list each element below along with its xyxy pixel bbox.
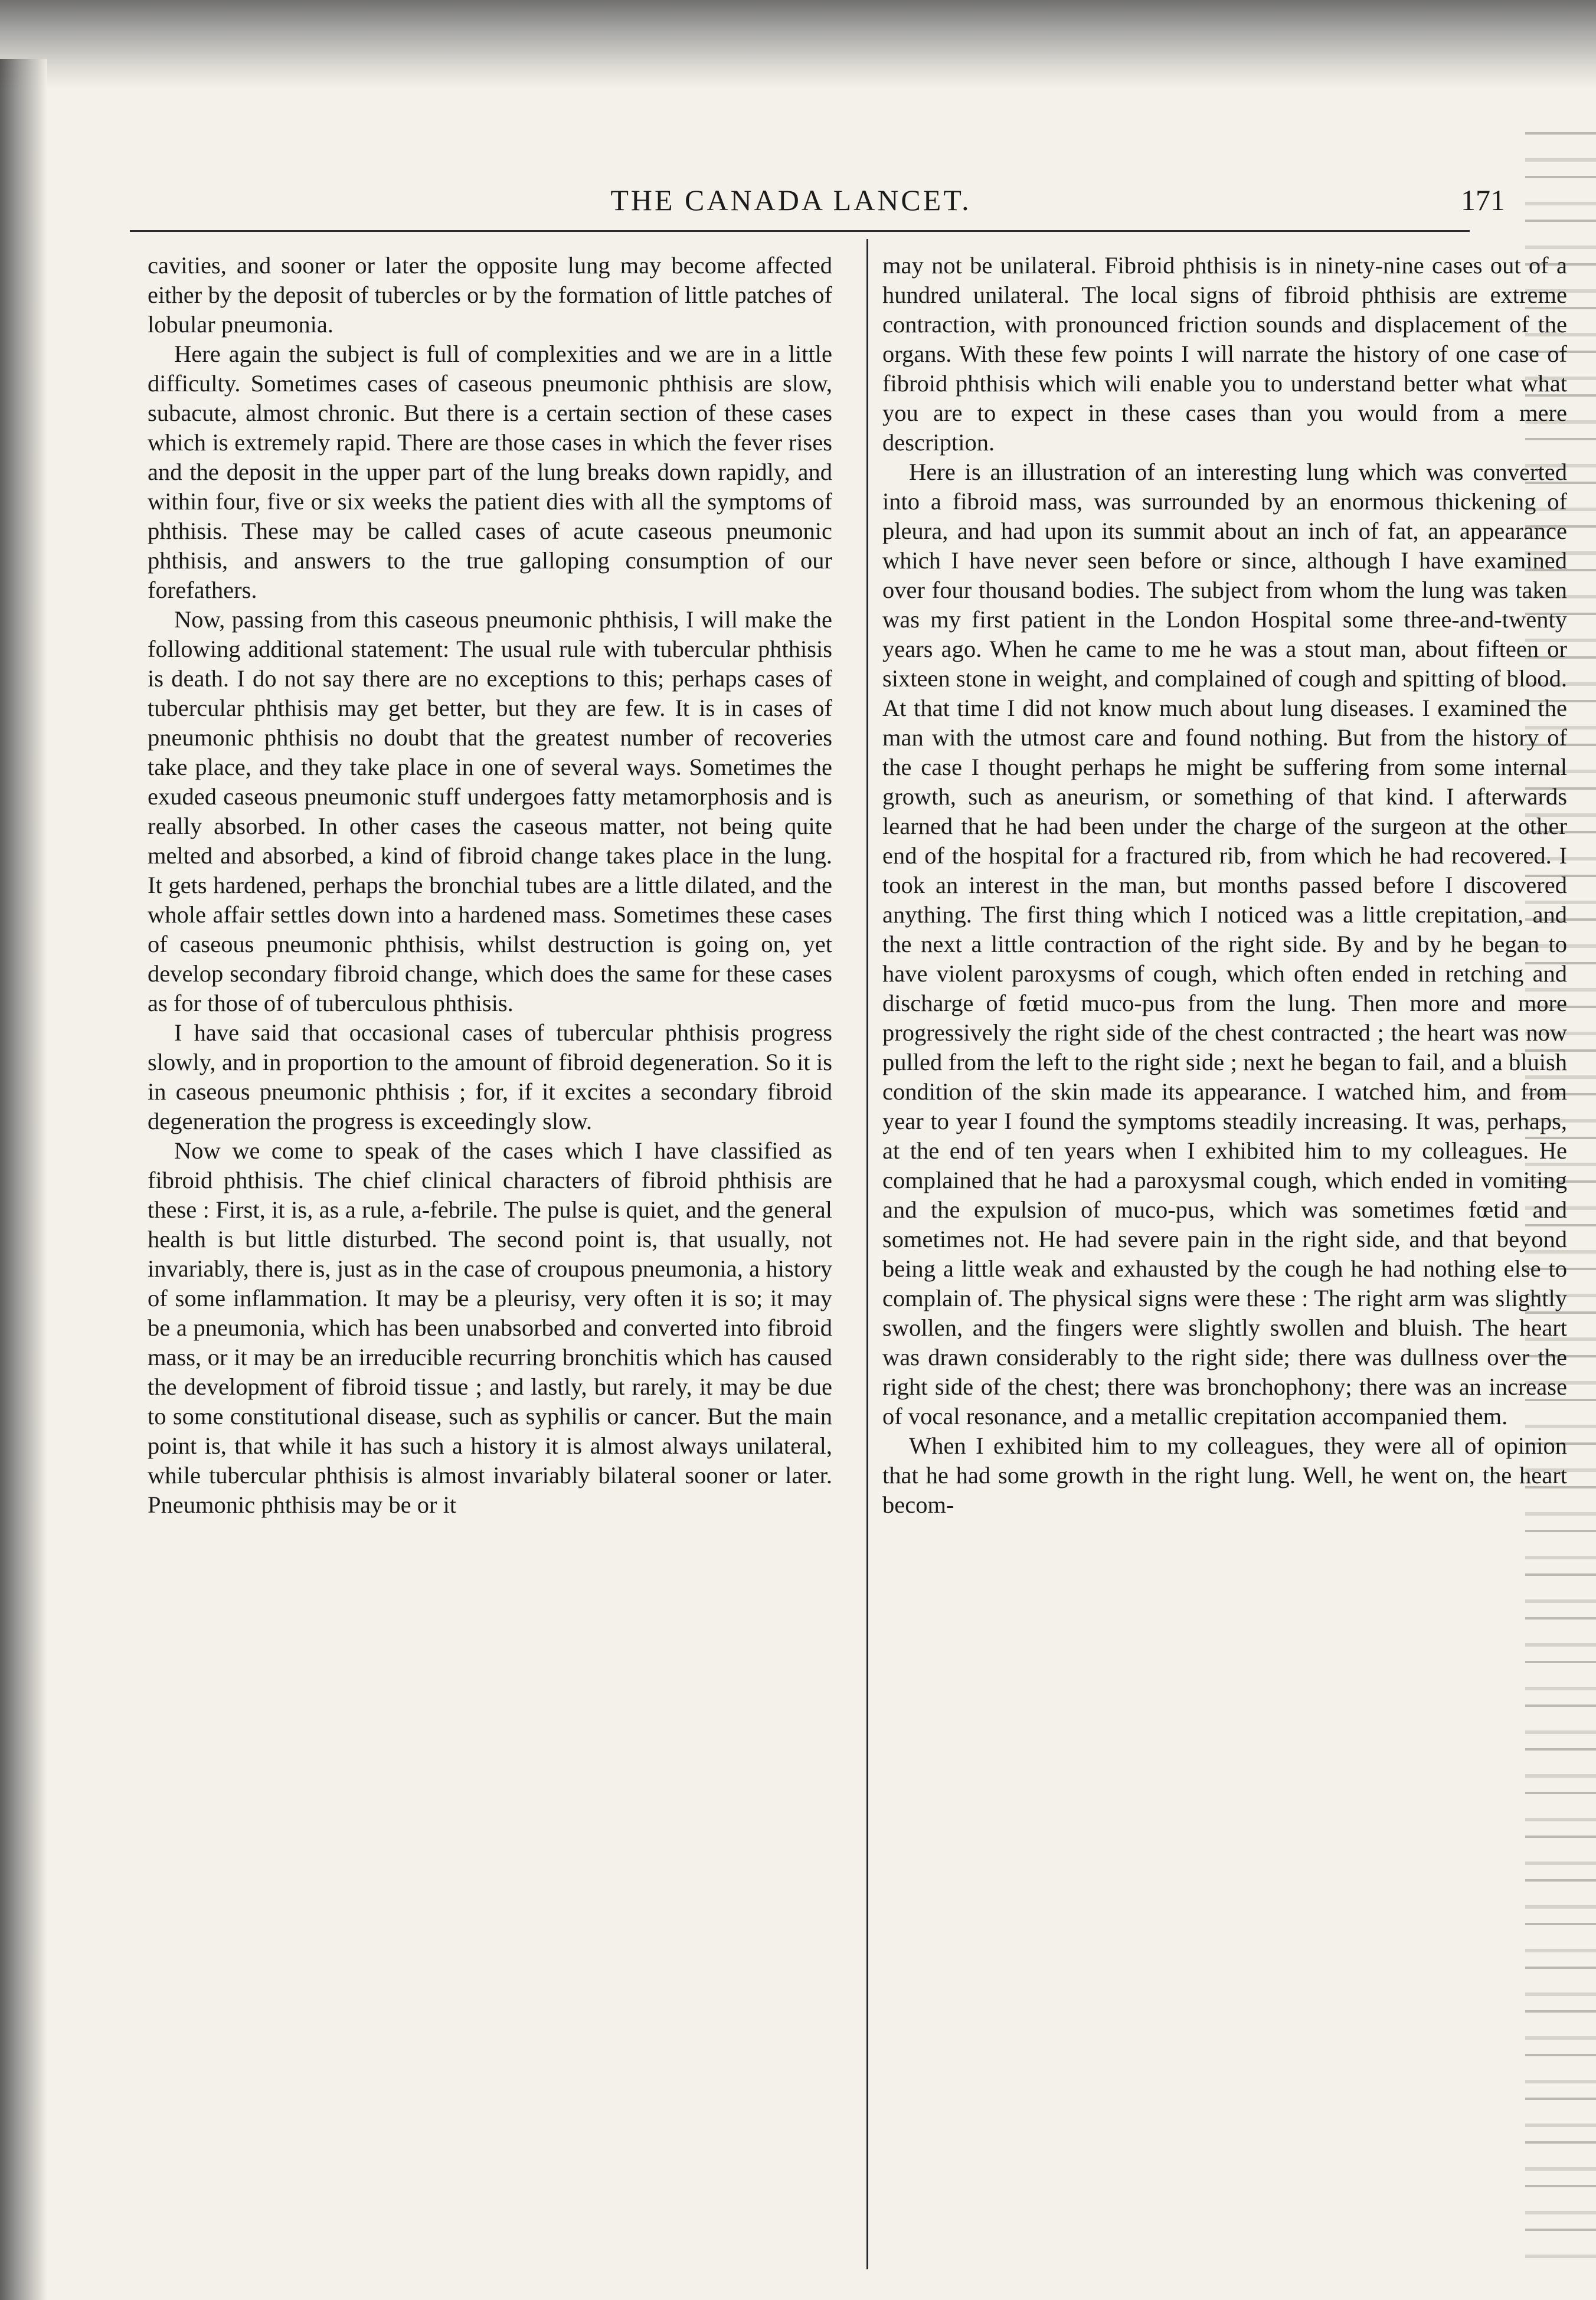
paragraph: cavities, and sooner or later the opposite lung may become affected either by the deposit of tubercles or by the formation of little patches of lobular pneumonia. [148, 252, 832, 338]
paragraph: I have said that occasional cases of tubercular phthisis progress slowly, and in proportion to the amount of fibroid degeneration. So it is in caseous pneumonic phthisis ; for, if it excites a secondary fibroid degeneration the progress is exceedingly slow. [148, 1019, 832, 1134]
paragraph: Now we come to speak of the cases which I have classified as fibroid phthisis. The chief clinical characters of fibroid phthisis are these : First, it is, as a rule, a-febrile. The pulse is quiet, and the general health is but little disturbed. The second point is, that usually, not invariably, there is, just as in the case of croupous pneumonia, a history of some inflammation. It may be a pleurisy, very often it is so; it may be a pneumonia, which has been unabsorbed and converted into fibroid mass, or it may be an irreducible recurring bronchitis which has caused the development of fibroid tissue ; and lastly, but rarely, it may be due to some constitutional disease, such as syphilis or cancer. But the main point is, that while it has such a history it is almost always unilateral, while tubercular phthisis is almost invariably bilateral sooner or later. Pneumonic phthisis may be or it [148, 1137, 832, 1518]
journal-page [59, 89, 1567, 2284]
right-column [882, 251, 1567, 2269]
journal-title: THE CANADA LANCET. [610, 184, 972, 217]
scan-binding-edge [0, 59, 47, 2300]
paragraph: Here again the subject is full of complexities and we are in a little difficulty. Sometimes cases of caseous pneumonic phthisis are slow, subacute, almost chronic. But there is a certain section of these cases which is extremely rapid. There are those cases in which the fever rises and the deposit in the upper part of the lung breaks down rapidly, and within four, five or six weeks the patient dies with all the symptoms of phthisis. These may be called cases of acute caseous pneumonic phthisis, and answers to the true galloping consumption of our forefathers. [148, 341, 832, 603]
header-rule [130, 230, 1470, 232]
paragraph: Here is an illustration of an interesting lung which was converted into a fibroid mass, was surrounded by an enormous thickening of pleura, and had upon its summit about an inch of fat, an appearance which I have never seen before or since, although I have examined over four thousand bodies. The subject from whom the lung was taken was my first patient in the London Hospital some three-and-twenty years ago. When he came to me he was a stout man, about fifteen or sixteen stone in weight, and complained of cough and spitting of blood. At that time I did not know much about lung diseases. I examined the man with the utmost care and found nothing. But from the history of the case I thought perhaps he might be suffering from some internal growth, such as aneurism, or something of that kind. I afterwards learned that he had been under the charge of the surgeon at the other end of the hospital for a fractured rib, from which he had recovered. I took an interest in the man, but months passed before I discovered anything. The first thing which I noticed was a little crepitation, and the next a little contraction of the right side. By and by he began to have violent paroxysms of cough, which often ended in retching and discharge of fœtid muco-pus from the lung. Then more and more progressively the right side of the chest contracted ; the heart was now pulled from the left to the right side ; next he began to fail, and a bluish condition of the skin made its appearance. I watched him, and from year to year I found the symptoms steadily increasing. It was, perhaps, at the end of ten years when I exhibited him to my colleagues. He complained that he had a paroxysmal cough, which ended in vomiting and the expulsion of muco-pus, which was sometimes fœtid and sometimes not. He had severe pain in the right side, and that beyond being a little weak and exhausted by the cough he had nothing else to complain of. The physical signs were these : The right arm was slightly swollen, and the fingers were slightly swollen and bluish. The heart was drawn considerably to the right side; there was dullness over the right side of the chest; there was bronchophony; there was an increase of vocal resonance, and a metallic crepitation accompanied them. [882, 459, 1567, 1429]
paragraph: Now, passing from this caseous pneumonic phthisis, I will make the following additional statement: The usual rule with tubercular phthisis is death. I do not say there are no exceptions to this; perhaps cases of tubercular phthisis may get better, but they are few. It is in cases of pneumonic phthisis no doubt that the greatest number of recoveries take place, and they take place in one of several ways. Sometimes the exuded caseous pneumonic stuff undergoes fatty metamorphosis and is really absorbed. In other cases the caseous matter, not being quite melted and absorbed, a kind of fibroid change takes place in the lung. It gets hardened, perhaps the bronchial tubes are a little dilated, and the whole affair settles down into a hardened mass. Sometimes these cases of caseous pneumonic phthisis, whilst destruction is going on, yet develop secondary fibroid change, which does the same for these cases as for those of of tuberculous phthisis. [148, 606, 832, 1016]
scan-top-edge [0, 0, 1596, 89]
paragraph: may not be unilateral. Fibroid phthisis is in ninety-nine cases out of a hundred unilateral. The local signs of fibroid phthisis are extreme contraction, with pronounced friction sounds and displacement of the organs. With these few points I will narrate the history of one case of fibroid phthisis which wili enable you to understand better what what you are to expect in these cases than you would from a mere description. [882, 252, 1567, 456]
paragraph: When I exhibited him to my colleagues, they were all of opinion that he had some growth in the right lung. Well, he went on, the heart becom- [882, 1432, 1567, 1518]
page-number: 171 [1461, 184, 1505, 217]
left-column [148, 251, 832, 2269]
running-header [59, 183, 1523, 224]
column-divider [866, 239, 868, 2269]
